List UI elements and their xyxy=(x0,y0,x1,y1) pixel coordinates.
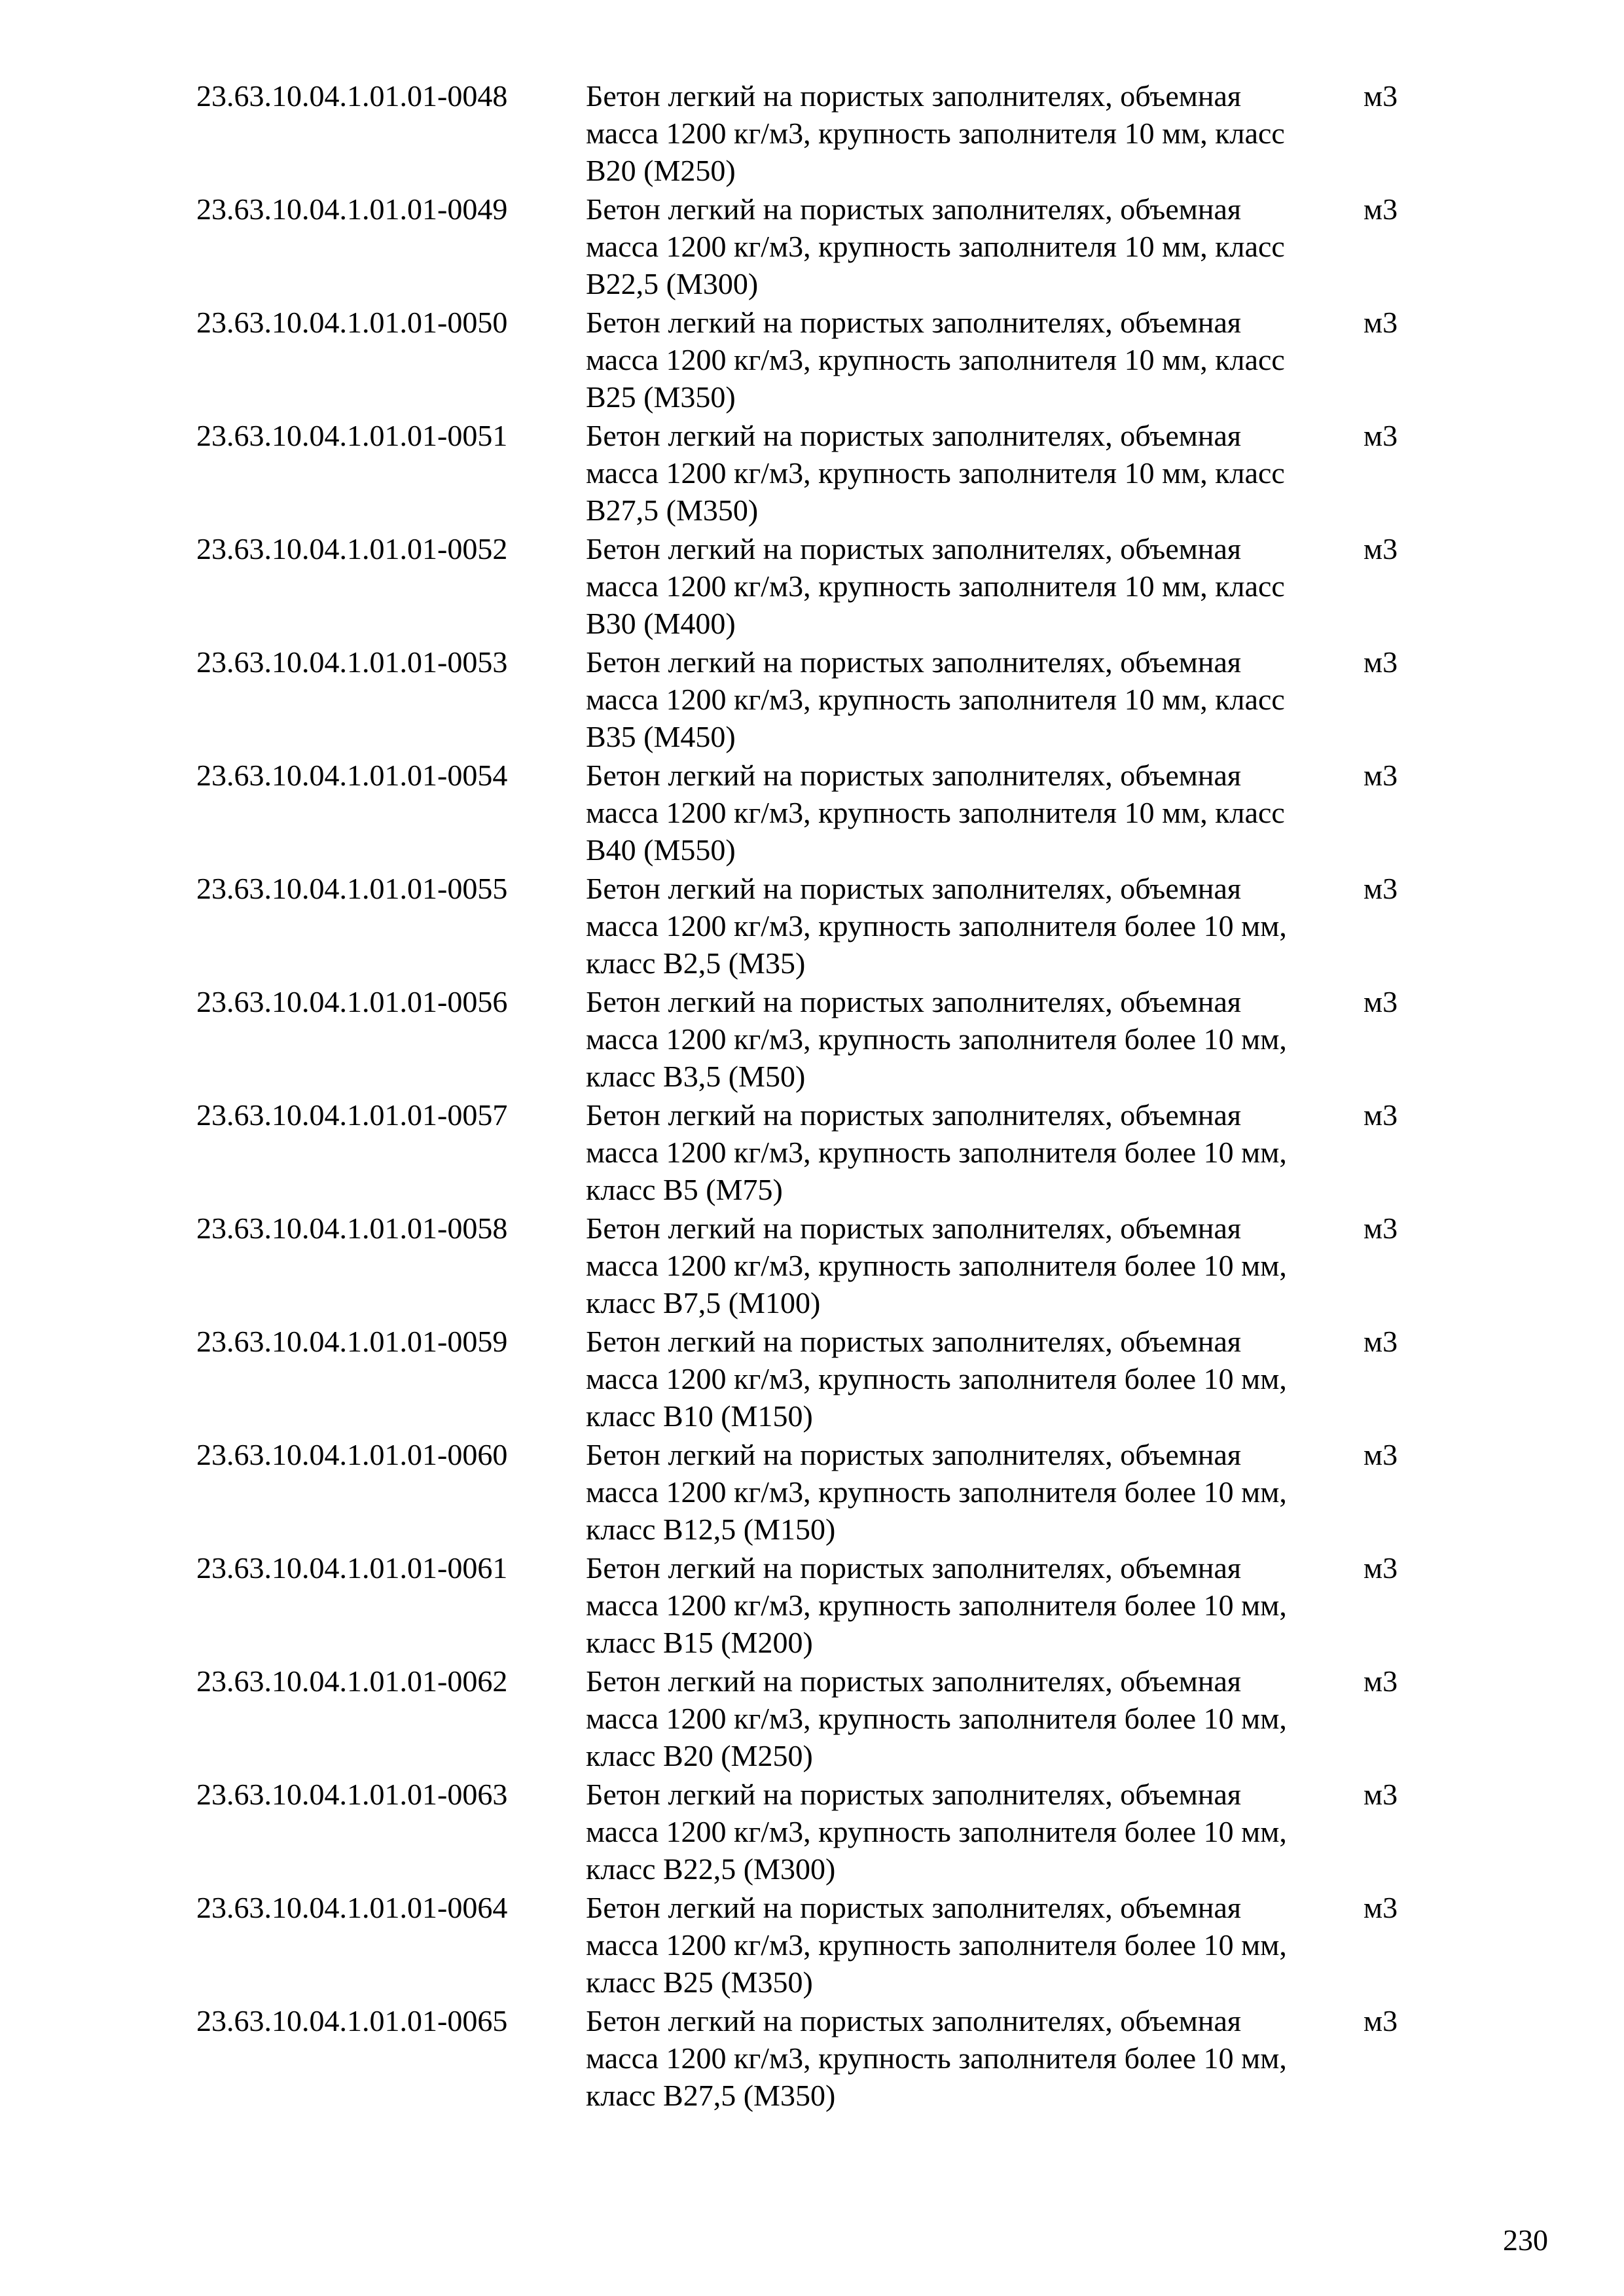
resource-description xyxy=(586,1436,1306,1548)
unit-of-measure: м3 xyxy=(1363,759,1398,792)
resource-description xyxy=(586,1549,1306,1661)
description-line: Бетон легкий на пористых заполнителях, объемная xyxy=(586,1211,1242,1245)
description-line: масса 1200 кг/м3, крупность заполнителя более 10 мм, xyxy=(586,1928,1287,1962)
resource-code: 23.63.10.04.1.01.01-0063 xyxy=(196,1778,508,1811)
description-line: Бетон легкий на пористых заполнителях, объемная xyxy=(586,419,1242,452)
description-line: масса 1200 кг/м3, крупность заполнителя более 10 мм, xyxy=(586,1475,1287,1509)
list-item xyxy=(196,870,1440,983)
resource-description xyxy=(586,190,1306,302)
list-item xyxy=(196,2002,1440,2115)
unit-of-measure: м3 xyxy=(1363,1098,1398,1132)
resource-code: 23.63.10.04.1.01.01-0060 xyxy=(196,1438,508,1471)
resource-description xyxy=(586,530,1306,642)
description-line: масса 1200 кг/м3, крупность заполнителя более 10 мм, xyxy=(586,1702,1287,1735)
list-item xyxy=(196,190,1440,304)
description-line: масса 1200 кг/м3, крупность заполнителя 10 мм, класс xyxy=(586,343,1285,376)
unit-of-measure: м3 xyxy=(1363,1325,1398,1358)
list-item xyxy=(196,417,1440,530)
list-item xyxy=(196,1210,1440,1323)
unit-of-measure: м3 xyxy=(1363,645,1398,679)
description-line: класс В10 (М150) xyxy=(586,1399,813,1433)
list-item xyxy=(196,983,1440,1096)
resource-description xyxy=(586,77,1306,189)
unit-of-measure: м3 xyxy=(1363,872,1398,905)
description-line: Бетон легкий на пористых заполнителях, объемная xyxy=(586,79,1242,113)
resource-code: 23.63.10.04.1.01.01-0055 xyxy=(196,872,508,905)
list-item xyxy=(196,643,1440,757)
list-item xyxy=(196,1096,1440,1210)
resource-description xyxy=(586,983,1306,1095)
unit-of-measure: м3 xyxy=(1363,306,1398,339)
description-line: В30 (М400) xyxy=(586,607,736,640)
description-line: масса 1200 кг/м3, крупность заполнителя 10 мм, класс xyxy=(586,230,1285,263)
description-line: масса 1200 кг/м3, крупность заполнителя 10 мм, класс xyxy=(586,456,1285,490)
resource-code: 23.63.10.04.1.01.01-0049 xyxy=(196,192,508,226)
description-line: класс В12,5 (М150) xyxy=(586,1513,836,1546)
resource-code: 23.63.10.04.1.01.01-0052 xyxy=(196,532,508,565)
list-item xyxy=(196,1889,1440,2002)
page-number: 230 xyxy=(1503,2223,1548,2257)
resource-description xyxy=(586,2002,1306,2114)
description-line: Бетон легкий на пористых заполнителях, объемная xyxy=(586,1664,1242,1698)
unit-of-measure: м3 xyxy=(1363,1211,1398,1245)
description-line: В25 (М350) xyxy=(586,380,736,414)
description-line: масса 1200 кг/м3, крупность заполнителя более 10 мм, xyxy=(586,1588,1287,1622)
description-line: масса 1200 кг/м3, крупность заполнителя более 10 мм, xyxy=(586,1136,1287,1169)
description-line: класс В5 (М75) xyxy=(586,1173,783,1206)
resource-code: 23.63.10.04.1.01.01-0062 xyxy=(196,1664,508,1698)
description-line: класс В27,5 (М350) xyxy=(586,2079,836,2112)
resource-code: 23.63.10.04.1.01.01-0054 xyxy=(196,759,508,792)
resource-description xyxy=(586,304,1306,416)
unit-of-measure: м3 xyxy=(1363,1778,1398,1811)
description-line: масса 1200 кг/м3, крупность заполнителя более 10 мм, xyxy=(586,1815,1287,1848)
unit-of-measure: м3 xyxy=(1363,532,1398,565)
resource-description xyxy=(586,1776,1306,1888)
resource-code: 23.63.10.04.1.01.01-0064 xyxy=(196,1891,508,1924)
description-line: Бетон легкий на пористых заполнителях, объемная xyxy=(586,1551,1242,1585)
description-line: В35 (М450) xyxy=(586,720,736,753)
resource-description xyxy=(586,643,1306,755)
unit-of-measure: м3 xyxy=(1363,1891,1398,1924)
description-line: класс В3,5 (М50) xyxy=(586,1060,806,1093)
resource-code: 23.63.10.04.1.01.01-0048 xyxy=(196,79,508,113)
resource-code: 23.63.10.04.1.01.01-0065 xyxy=(196,2004,508,2037)
price-list-entries xyxy=(196,77,1440,2115)
list-item xyxy=(196,304,1440,417)
resource-code: 23.63.10.04.1.01.01-0061 xyxy=(196,1551,508,1585)
description-line: Бетон легкий на пористых заполнителях, объемная xyxy=(586,1325,1242,1358)
list-item xyxy=(196,1323,1440,1436)
description-line: масса 1200 кг/м3, крупность заполнителя более 10 мм, xyxy=(586,2041,1287,2075)
description-line: Бетон легкий на пористых заполнителях, объемная xyxy=(586,532,1242,565)
description-line: Бетон легкий на пористых заполнителях, объемная xyxy=(586,1098,1242,1132)
description-line: Бетон легкий на пористых заполнителях, объемная xyxy=(586,1778,1242,1811)
list-item xyxy=(196,1662,1440,1776)
description-line: Бетон легкий на пористых заполнителях, объемная xyxy=(586,872,1242,905)
description-line: В27,5 (М350) xyxy=(586,493,759,527)
unit-of-measure: м3 xyxy=(1363,79,1398,113)
resource-description xyxy=(586,870,1306,982)
unit-of-measure: м3 xyxy=(1363,1551,1398,1585)
resource-code: 23.63.10.04.1.01.01-0057 xyxy=(196,1098,508,1132)
list-item xyxy=(196,1776,1440,1889)
description-line: масса 1200 кг/м3, крупность заполнителя 10 мм, класс xyxy=(586,117,1285,150)
resource-code: 23.63.10.04.1.01.01-0053 xyxy=(196,645,508,679)
unit-of-measure: м3 xyxy=(1363,1664,1398,1698)
description-line: масса 1200 кг/м3, крупность заполнителя более 10 мм, xyxy=(586,1022,1287,1056)
resource-code: 23.63.10.04.1.01.01-0058 xyxy=(196,1211,508,1245)
unit-of-measure: м3 xyxy=(1363,1438,1398,1471)
list-item xyxy=(196,757,1440,870)
resource-description xyxy=(586,1662,1306,1774)
description-line: класс В22,5 (М300) xyxy=(586,1852,836,1886)
unit-of-measure: м3 xyxy=(1363,192,1398,226)
resource-code: 23.63.10.04.1.01.01-0050 xyxy=(196,306,508,339)
resource-description xyxy=(586,1210,1306,1321)
description-line: Бетон легкий на пористых заполнителях, объемная xyxy=(586,1438,1242,1471)
description-line: класс В2,5 (М35) xyxy=(586,946,806,980)
description-line: Бетон легкий на пористых заполнителях, объемная xyxy=(586,192,1242,226)
resource-description xyxy=(586,1323,1306,1435)
list-item xyxy=(196,530,1440,643)
description-line: класс В25 (М350) xyxy=(586,1965,813,1999)
list-item xyxy=(196,1436,1440,1549)
resource-description xyxy=(586,417,1306,529)
description-line: Бетон легкий на пористых заполнителях, объемная xyxy=(586,306,1242,339)
description-line: Бетон легкий на пористых заполнителях, объемная xyxy=(586,645,1242,679)
description-line: масса 1200 кг/м3, крупность заполнителя 10 мм, класс xyxy=(586,796,1285,829)
description-line: В20 (М250) xyxy=(586,154,736,187)
list-item xyxy=(196,1549,1440,1662)
description-line: класс В7,5 (М100) xyxy=(586,1286,821,1319)
resource-code: 23.63.10.04.1.01.01-0056 xyxy=(196,985,508,1018)
description-line: масса 1200 кг/м3, крупность заполнителя 10 мм, класс xyxy=(586,683,1285,716)
description-line: В40 (М550) xyxy=(586,833,736,867)
description-line: Бетон легкий на пористых заполнителях, объемная xyxy=(586,2004,1242,2037)
description-line: В22,5 (М300) xyxy=(586,267,759,300)
resource-code: 23.63.10.04.1.01.01-0051 xyxy=(196,419,508,452)
unit-of-measure: м3 xyxy=(1363,985,1398,1018)
unit-of-measure: м3 xyxy=(1363,419,1398,452)
description-line: масса 1200 кг/м3, крупность заполнителя более 10 мм, xyxy=(586,909,1287,942)
description-line: Бетон легкий на пористых заполнителях, объемная xyxy=(586,759,1242,792)
resource-description xyxy=(586,757,1306,869)
description-line: класс В20 (М250) xyxy=(586,1739,813,1772)
description-line: класс В15 (М200) xyxy=(586,1626,813,1659)
resource-description xyxy=(586,1889,1306,2001)
description-line: масса 1200 кг/м3, крупность заполнителя 10 мм, класс xyxy=(586,569,1285,603)
description-line: Бетон легкий на пористых заполнителях, объемная xyxy=(586,1891,1242,1924)
description-line: масса 1200 кг/м3, крупность заполнителя более 10 мм, xyxy=(586,1362,1287,1395)
unit-of-measure: м3 xyxy=(1363,2004,1398,2037)
description-line: Бетон легкий на пористых заполнителях, объемная xyxy=(586,985,1242,1018)
resource-code: 23.63.10.04.1.01.01-0059 xyxy=(196,1325,508,1358)
resource-description xyxy=(586,1096,1306,1208)
list-item xyxy=(196,77,1440,190)
description-line: масса 1200 кг/м3, крупность заполнителя более 10 мм, xyxy=(586,1249,1287,1282)
